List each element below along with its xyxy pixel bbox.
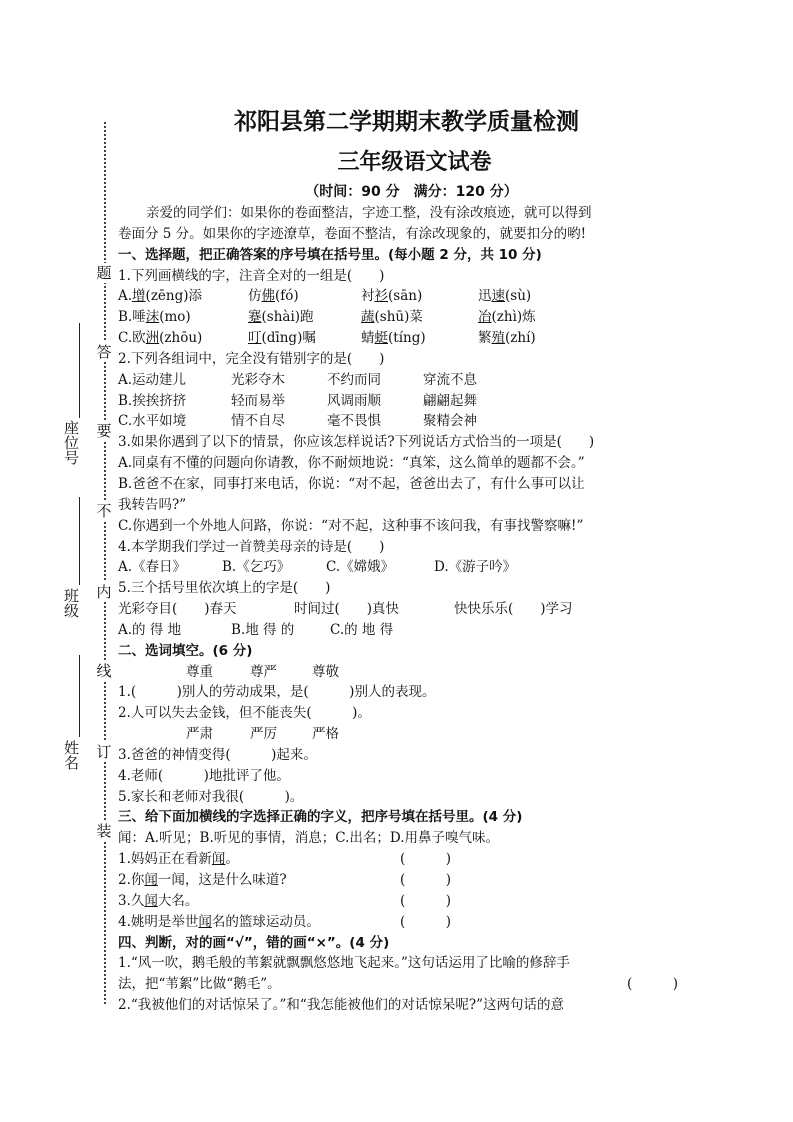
fill-question: 4.老师( )地批评了他。 (118, 767, 290, 784)
seat-number-label: 座位号 (62, 420, 80, 465)
question-stem: 4.本学期我们学过一首赞美母亲的诗是( ) (118, 538, 385, 555)
meaning-item: 4.姚明是举世闻名的篮球运动员。 ( ) (118, 913, 452, 930)
meaning-item: 1.妈妈正在看新闻。 ( ) (118, 851, 452, 868)
meaning-item: 2.你闻一闻，这是什么味道? ( ) (118, 872, 452, 888)
option-row-b: B.挨挨挤挤 轻而易举 风调雨顺 翩翩起舞 (118, 392, 477, 409)
question-stem: 1.下列画横线的字，注音全对的一组是( ) (118, 267, 385, 284)
seat-number-line[interactable] (79, 323, 80, 418)
intro-line: 卷面分 5 分。如果你的字迹潦草，卷面不整洁，有涂改现象的，就要扣分的哟! (118, 225, 587, 242)
definition-line: 闻：A.听见；B.听见的事情，消息；C.出名；D.用鼻子嗅气味。 (118, 830, 500, 847)
class-label: 班级 (62, 588, 80, 618)
word-bank: 严肃 严厉 严格 (186, 726, 339, 743)
binding-char: 题 (96, 264, 112, 282)
fill-question: 2.人可以失去金钱，但不能丧失( )。 (118, 705, 371, 722)
exam-content (118, 203, 678, 1016)
meaning-item: 3.久闻大名。 ( ) (118, 892, 452, 909)
fill-question: 3.爸爸的神情变得( )起来。 (118, 746, 317, 763)
section-3-title: 三、给下面加横线的字选择正确的字义，把序号填在括号里。(4 分) (118, 809, 523, 826)
section-2-title: 二、选词填空。(6 分) (118, 642, 253, 659)
option-row: A.《春日》 B.《乞巧》 C.《嫦娥》 D.《游子吟》 (118, 559, 517, 576)
fill-question: 1.( )别人的劳动成果，是( )别人的表现。 (118, 684, 436, 701)
fill-question: 5.家长和老师对我很( )。 (118, 788, 304, 805)
judge-question: 1.“风一吹，鹅毛般的苇絮就飘飘悠悠地飞起来。”这句话运用了比喻的修辞手 (118, 955, 570, 972)
binding-char: 订 (96, 743, 112, 761)
option-row-c: C.欧洲(zhōu) 叮(dīng)嘱 蜻蜓(tíng) 繁殖(zhí) (118, 330, 536, 347)
name-label: 姓名 (62, 740, 80, 770)
binding-char: 要 (96, 422, 112, 440)
option-row-b: B.唾沫(mo) 蹇(shài)跑 蔬(shū)菜 冶(zhì)炼 (118, 309, 536, 326)
binding-char: 答 (96, 343, 112, 361)
section-1-title: 一、选择题，把正确答案的序号填在括号里。(每小题 2 分，共 10 分) (118, 246, 542, 263)
judge-question-cont: 法，把“苇絮”比做“鹅毛”。 ( ) (118, 976, 678, 993)
exam-title: 祁阳县第二学期期末教学质量检测 (234, 109, 579, 135)
binding-dotted-line (104, 122, 106, 1004)
binding-char: 装 (96, 822, 112, 840)
option-a: A.同桌有不懂的问题向你请教，你不耐烦地说：“真笨，这么简单的题都不会。” (118, 455, 585, 472)
intro-line: 亲爱的同学们：如果你的卷面整洁，字迹工整，没有涂改痕迹，就可以得到 (146, 205, 592, 221)
name-line[interactable] (79, 655, 80, 737)
binding-char: 不 (96, 502, 112, 520)
judge-question: 2.“我被他们的对话惊呆了。”和“我怎能被他们的对话惊呆呢?”这两句话的意 (118, 997, 564, 1014)
option-row-a: A.运动建儿 光彩夺木 不约而同 穿流不息 (118, 371, 477, 388)
question-stem: 2.下列各组词中，完全没有错别字的是( ) (118, 350, 385, 367)
fill-row: 光彩夺目( )春天 时间过( )真快 快快乐乐( )学习 (118, 601, 573, 618)
option-row: A.的 得 地 B.地 得 的 C.的 地 得 (118, 621, 394, 638)
option-b: B.爸爸不在家，同事打来电话，你说：“对不起，爸爸出去了，有什么事可以让 (118, 475, 585, 492)
question-stem: 3.如果你遇到了以下的情景，你应该怎样说话?下列说话方式恰当的一项是( ) (118, 434, 595, 451)
class-line[interactable] (79, 497, 80, 585)
word-bank: 尊重 尊严 尊敬 (186, 663, 339, 680)
binding-char: 内 (96, 583, 112, 601)
option-row-c: C.水平如境 情不自尽 毫不畏惧 聚精会神 (118, 413, 477, 430)
exam-subtitle: 三年级语文试卷 (337, 150, 492, 175)
section-4-title: 四、判断，对的画“√”，错的画“×”。(4 分) (118, 934, 390, 951)
option-b-cont: 我转告吗?” (118, 496, 187, 513)
option-c: C.你遇到一个外地人问路，你说：“对不起，这种事不该问我，有事找警察嘛!” (118, 517, 584, 534)
exam-meta: （时间：90 分 满分：120 分） (305, 184, 518, 200)
option-row-a: A.增(zēng)添 仿佛(fó) 衬衫(sān) 迅速(sù) (118, 288, 532, 305)
question-stem: 5.三个括号里依次填上的字是( ) (118, 580, 331, 597)
binding-char: 线 (96, 662, 112, 680)
